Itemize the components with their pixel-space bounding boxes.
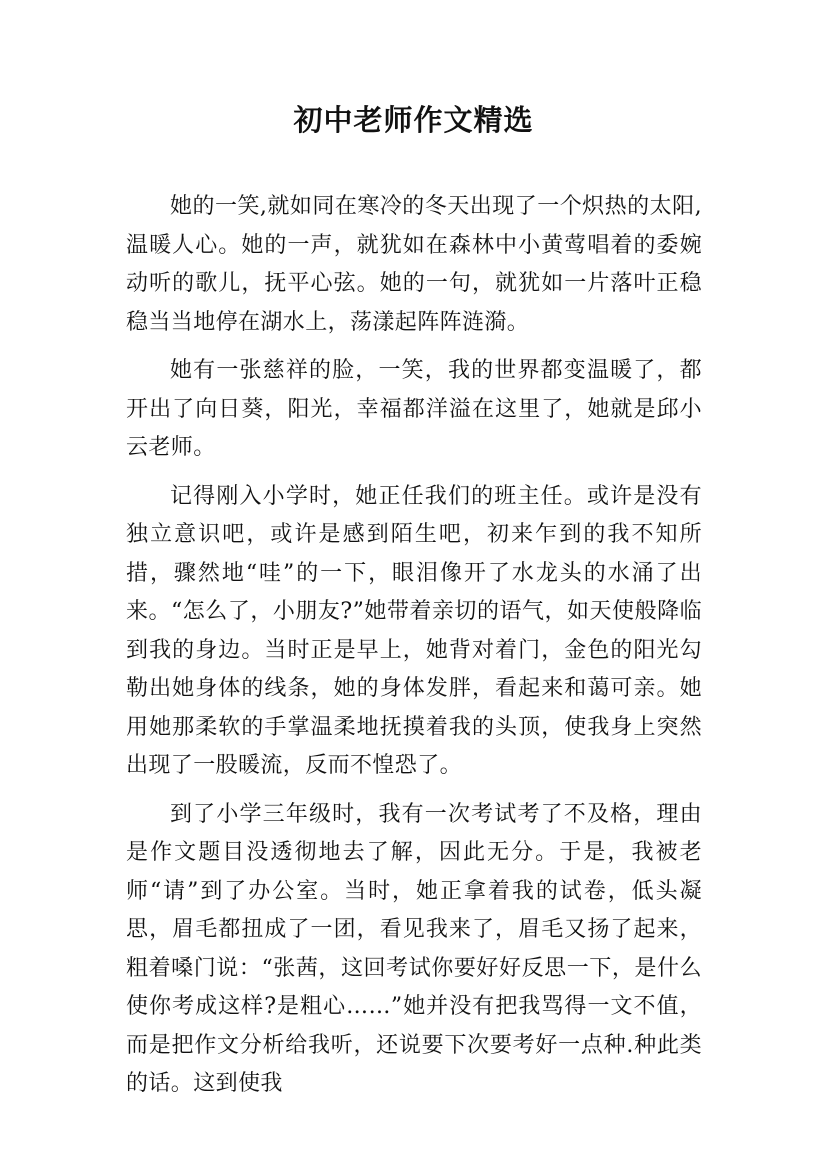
paragraph-4: 到了小学三年级时，我有一次考试考了不及格，理由是作文题目没透彻地去了解，因此无分。于是，我被老师“请”到了办公室。当时，她正拿着我的试卷，低头凝思，眉毛都扭成了一团，看见我来了，眉毛又扬了起来，粗着嗓门说：“张茜，这回考试你要好好反思一下，是什么使你考成这样?是粗心……”她并没有把我骂得一文不值，而是把作文分析给我听，还说要下次要考好一点种.种此类的话。这到使我 xyxy=(126,801,702,1096)
paragraph-3: 记得刚入小学时，她正任我们的班主任。或许是没有独立意识吧，或许是感到陌生吧，初来乍到的我不知所措，骤然地“哇”的一下，眼泪像开了水龙头的水涌了出来。“怎么了，小朋友?”她带着亲切的语气，如天使般降临到我的身边。当时正是早上，她背对着门，金色的阳光勾勒出她身体的线条，她的身体发胖，看起来和蔼可亲。她用她那柔软的手掌温柔地抚摸着我的头顶，使我身上突然出现了一股暖流，反而不惶恐了。 xyxy=(126,483,702,778)
document-title: 初中老师作文精选 xyxy=(293,103,534,137)
document-body xyxy=(126,188,702,1114)
paragraph-2: 她有一张慈祥的脸，一笑，我的世界都变温暖了，都开出了向日葵，阳光，幸福都洋溢在这里了，她就是邱小云老师。 xyxy=(126,358,702,460)
paragraph-1: 她的一笑,就如同在寒冷的冬天出现了一个炽热的太阳,温暖人心。她的一声，就犹如在森林中小黄莺唱着的委婉动听的歌儿，抚平心弦。她的一句，就犹如一片落叶正稳稳当当地停在湖水上，荡漾起阵阵涟漪。 xyxy=(126,194,702,335)
